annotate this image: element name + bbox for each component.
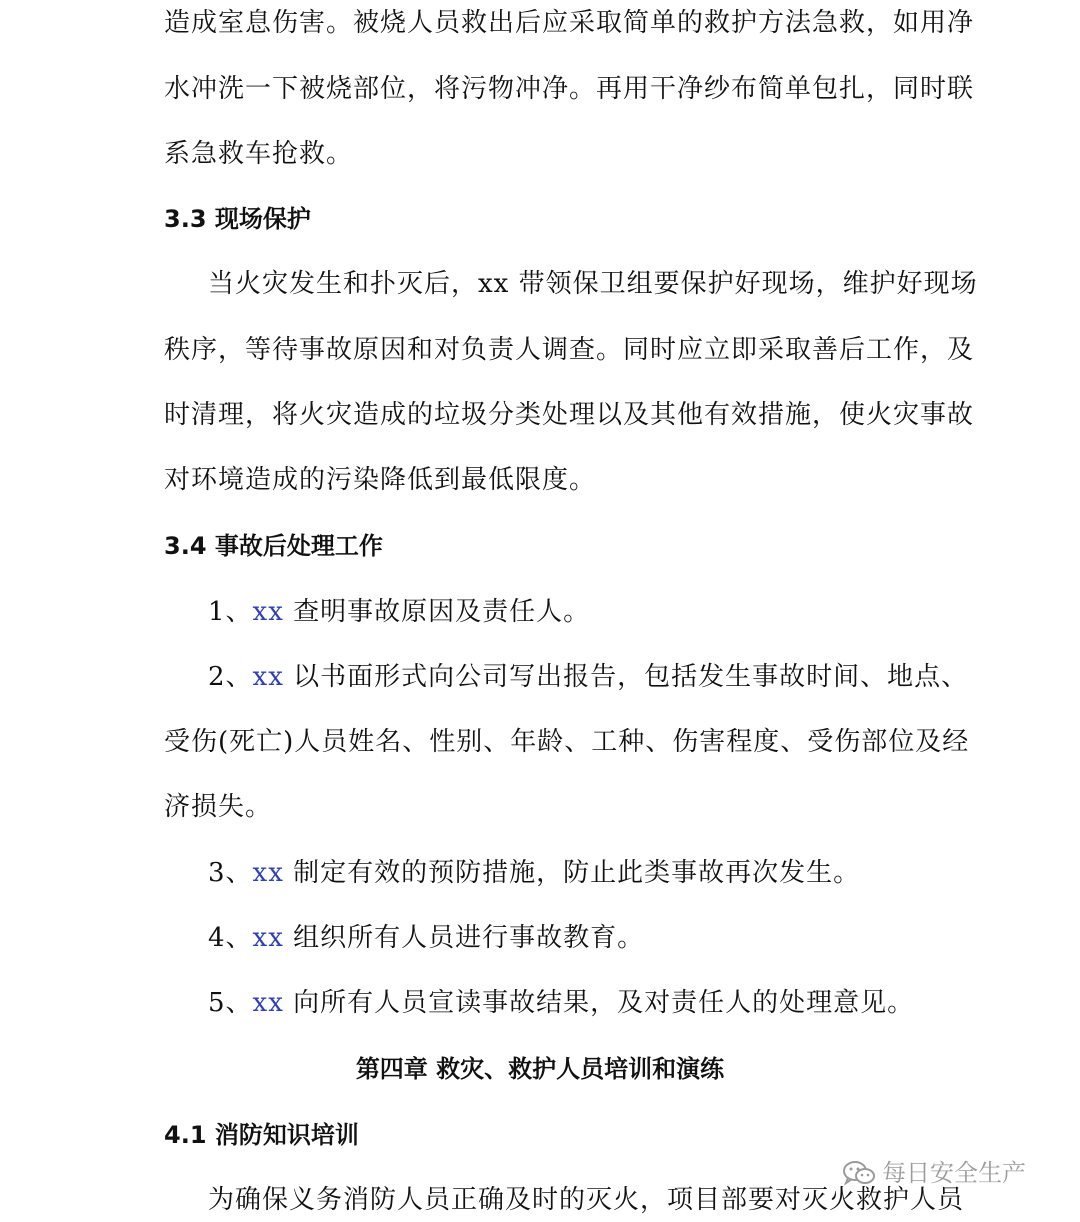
wechat-icon: [842, 1159, 876, 1187]
list-item: [208, 595, 968, 629]
list-item-continuation: 受伤(死亡)人员姓名、性别、年龄、工种、伤害程度、受伤部位及经: [164, 727, 970, 757]
section-heading-3-4: 3.4 事故后处理工作: [164, 532, 383, 560]
list-item: [208, 986, 968, 1020]
list-item-number: 2、: [208, 662, 253, 692]
paragraph-line: 对环境造成的污染降低到最低限度。: [164, 465, 597, 495]
list-item-text: 制定有效的预防措施，防止此类事故再次发生。: [283, 858, 861, 888]
list-item-text: 以书面形式向公司写出报告，包括发生事故时间、地点、: [283, 662, 969, 692]
paragraph-line: 水冲洗一下被烧部位，将污物冲净。再用干净纱布简单包扎，同时联: [164, 74, 975, 104]
paragraph-line: 时清理，将火灾造成的垃圾分类处理以及其他有效措施，使火灾事故: [164, 400, 975, 430]
list-item-number: 1、: [208, 597, 253, 627]
list-item: [208, 660, 968, 694]
list-item-number: 5、: [208, 988, 253, 1018]
list-item-text: 查明事故原因及责任人。: [283, 597, 591, 627]
placeholder-xx: xx: [252, 923, 284, 953]
paragraph-line: 系急救车抢救。: [164, 139, 354, 169]
placeholder-xx: xx: [252, 858, 284, 888]
list-item-continuation: 济损失。: [164, 792, 273, 822]
paragraph-line: 为确保义务消防人员正确及时的灭火，项目部要对灭火救护人员: [208, 1185, 965, 1215]
paragraph-line: 造成室息伤害。被烧人员救出后应采取简单的救护方法急救，如用净: [164, 8, 975, 38]
list-item-text: 组织所有人员进行事故教育。: [283, 923, 645, 953]
list-item-number: 4、: [208, 923, 253, 953]
list-item-number: 3、: [208, 858, 253, 888]
placeholder-xx: xx: [252, 597, 284, 627]
watermark-text: 每日安全生产: [882, 1159, 1026, 1187]
list-item: [208, 921, 968, 955]
paragraph-line: 当火灾发生和扑灭后，xx 带领保卫组要保护好现场，维护好现场: [208, 269, 978, 299]
chapter-title: 第四章 救灾、救护人员培训和演练: [355, 1055, 725, 1083]
watermark: [842, 1158, 1026, 1188]
section-heading-4-1: 4.1 消防知识培训: [164, 1121, 359, 1149]
placeholder-xx: xx: [252, 662, 284, 692]
list-item: [208, 856, 968, 890]
list-item-text: 向所有人员宣读事故结果，及对责任人的处理意见。: [283, 988, 915, 1018]
section-heading-3-3: 3.3 现场保护: [164, 205, 311, 233]
placeholder-xx: xx: [252, 988, 284, 1018]
paragraph-line: 秩序，等待事故原因和对负责人调查。同时应立即采取善后工作，及: [164, 335, 975, 365]
